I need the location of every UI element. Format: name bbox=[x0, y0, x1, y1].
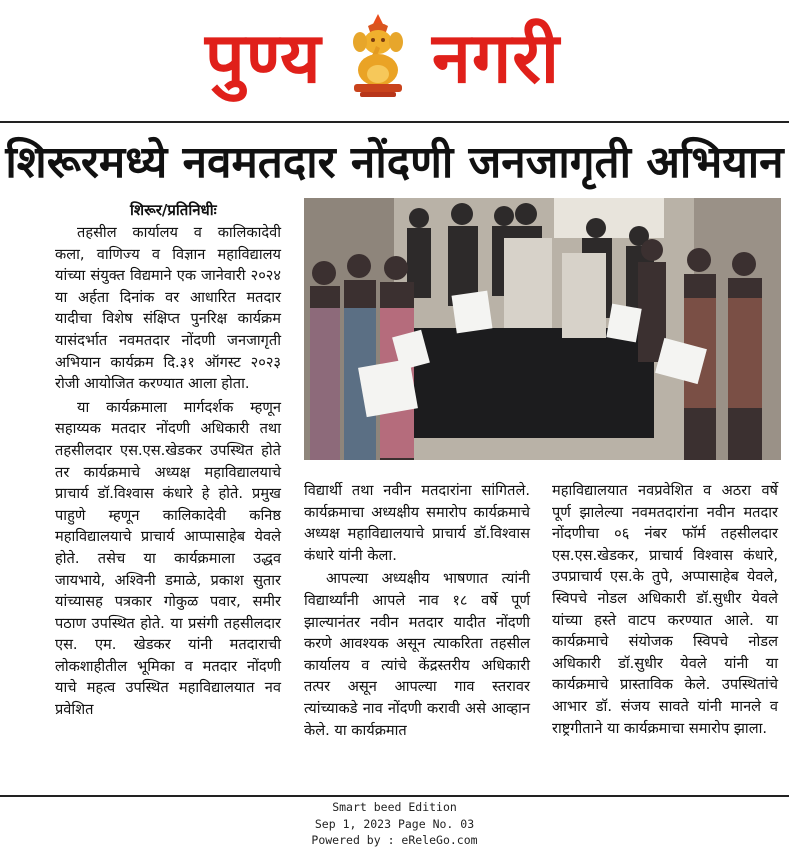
paragraph: महाविद्यालयात नवप्रवेशित व अठरा वर्षे पूर्ण झालेल्या नवमतदारांना नवीन मतदार नोंदणीचा ०६ नंबर फॉर्म तहसीलदार एस.एस.खेडकर, प्राचार्य विश्वास कंधारे, उपप्राचार्य एस.के तुपे, अप्पासाहेब येवले, स्विपचे नोडल अधिकारी डॉ.सुधीर येवले यांच्या हस्ते वाटप करण्यात आले. या कार्यक्रमाचे संयोजक स्विपचे नोडल अधिकारी डॉ.सुधीर येवले यांनी या कार्यक्रमाचे प्रास्ताविक केले. उपस्थितांचे आभार डॉ. संजय सावते यांनी मानले व राष्ट्रगीताने या कार्यक्रमाचा समारोप झाला. bbox=[552, 482, 778, 737]
article-column-left bbox=[55, 222, 281, 721]
paragraph: आपल्या अध्यक्षीय भाषणात त्यांनी विद्यार्थ्यांनी आपले नाव १८ वर्षे पूर्ण झाल्यानंतर नवीन मतदार यादीत नोंदणी करणे आवश्यक असून त्याकरिता तहसील कार्यालय व त्यांचे केंद्रस्तरीय अधिकारी तत्पर असून आपल्या गाव स्तरावर त्यांच्याकडे नाव नोंदणी करावी असे आव्हान केले. या कार्यक्रमात bbox=[304, 570, 530, 739]
footer-date-page: Sep 1, 2023 Page No. 03 bbox=[314, 816, 475, 831]
footer-edition: Smart beed Edition bbox=[332, 800, 457, 814]
top-divider bbox=[0, 121, 789, 123]
footer-powered-by: Powered by : eReleGo.com bbox=[311, 833, 478, 847]
paragraph: विद्यार्थी तथा नवीन मतदारांना सांगितले. कार्यक्रमाचा अध्यक्षीय समारोप कार्यक्रमाचे अध्यक्ष महाविद्यालयाचे प्राचार्य डॉ.विश्वास कंधारे यांनी केला. bbox=[304, 482, 530, 564]
article-column-middle bbox=[304, 480, 530, 741]
masthead bbox=[0, 0, 789, 118]
paragraph: या कार्यक्रमाला मार्गदर्शक म्हणून सहाय्यक मतदार नोंदणी अधिकारी तथा तहसीलदार एस.एस.खेडकर उपस्थित होते तर कार्यक्रमाचे अध्यक्ष महाविद्यालयाचे प्राचार्य डॉ.विश्वास कंधारे हे होते. प्रमुख पाहुणे म्हणून कालिकादेवी कनिष्ठ महाविद्यालयाचे प्राचार्य आप्पासाहेब येवले होते. तसेच या कार्यक्रमाला उद्धव जायभाये, अश्विनी डमाळे, प्रकाश सुतार यांच्यासह पत्रकार गोकुळ पवार, समीर पठाण उपस्थित होते. या प्रसंगी तहसीलदार एस. एम. खेडकर यांनी मतदाराची लोकशाहीतील भूमिका व मतदार नोंदणी याचे महत्व उपस्थित महाविद्यालयात नव प्रवेशित bbox=[55, 398, 281, 719]
masthead-title-left: पुण्य bbox=[205, 17, 322, 99]
article-column-right bbox=[552, 480, 778, 739]
event-photo bbox=[304, 198, 781, 460]
ganesh-logo-icon bbox=[342, 12, 414, 98]
bottom-divider bbox=[0, 795, 789, 797]
byline: शिरूर/प्रतिनिधीः bbox=[130, 201, 217, 219]
masthead-title-right: नगरी bbox=[432, 17, 561, 99]
footer bbox=[0, 799, 789, 849]
paragraph: तहसील कार्यालय व कालिकादेवी कला, वाणिज्य व विज्ञान महाविद्यालय यांच्या संयुक्त विद्यमाने एक जानेवारी २०२४ या अर्हता दिनांक वर आधारित मतदार यादीचा विशेष संक्षिप्त पुनरिक्ष कार्यक्रम यासंदर्भात नवमतदार नोंदणी जनजागृती अभियान कार्यक्रम दि.३१ ऑगस्ट २०२३ रोजी आयोजित करण्यात आला होता. bbox=[55, 224, 281, 393]
headline: शिरूरमध्ये नवमतदार नोंदणी जनजागृती अभियान bbox=[5, 137, 784, 188]
